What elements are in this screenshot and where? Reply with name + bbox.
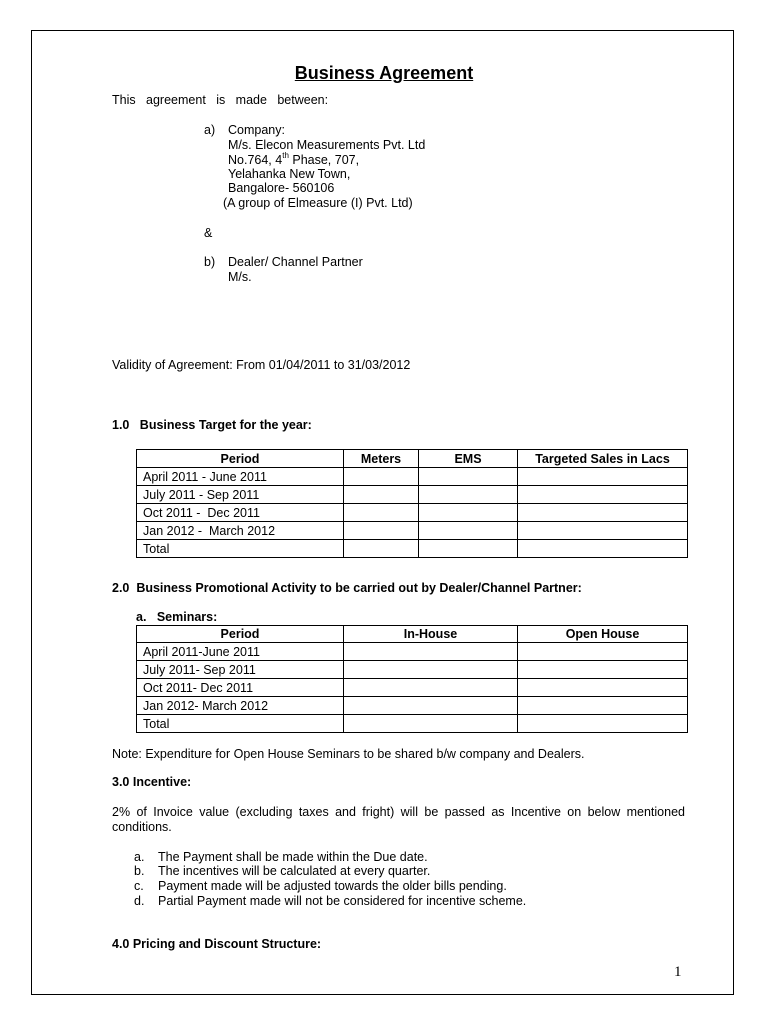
table-row-total bbox=[137, 715, 688, 733]
condition-label: d. bbox=[134, 894, 145, 908]
validity-text: Validity of Agreement: From 01/04/2011 to 31/03/2012 bbox=[112, 358, 411, 372]
ems-cell bbox=[419, 540, 518, 558]
table-row-total bbox=[137, 540, 688, 558]
intro-text: This agreement is made between: bbox=[112, 93, 329, 107]
condition-label: b. bbox=[134, 864, 145, 878]
meters-cell bbox=[344, 522, 419, 540]
period-cell: Oct 2011 - Dec 2011 bbox=[137, 504, 344, 522]
seminars-table bbox=[136, 625, 688, 733]
sales-cell bbox=[518, 522, 688, 540]
period-cell: Jan 2012- March 2012 bbox=[137, 697, 344, 715]
period-cell: April 2011-June 2011 bbox=[137, 643, 344, 661]
section-1-heading: 1.0 Business Target for the year: bbox=[112, 418, 312, 432]
incentive-paragraph: 2% of Invoice value (excluding taxes and fright) will be passed as Incentive on below mentioned conditions. bbox=[112, 805, 685, 834]
seminars-heading: a. Seminars: bbox=[136, 610, 218, 624]
column-header-in-house: In-House bbox=[344, 626, 518, 643]
condition-label: c. bbox=[134, 879, 144, 893]
condition-label: a. bbox=[134, 850, 145, 864]
column-header-period: Period bbox=[137, 450, 344, 468]
table-row bbox=[137, 486, 688, 504]
party-a-name: M/s. Elecon Measurements Pvt. Ltd bbox=[228, 138, 426, 152]
period-cell: July 2011 - Sep 2011 bbox=[137, 486, 344, 504]
ems-cell bbox=[419, 468, 518, 486]
sales-cell bbox=[518, 504, 688, 522]
column-header-targeted-sales: Targeted Sales in Lacs bbox=[518, 450, 688, 468]
document-title: Business Agreement bbox=[294, 63, 474, 83]
in-house-cell bbox=[344, 679, 518, 697]
open-house-cell bbox=[518, 697, 688, 715]
meters-cell bbox=[344, 468, 419, 486]
table-row bbox=[137, 661, 688, 679]
in-house-cell bbox=[344, 715, 518, 733]
table-row bbox=[137, 504, 688, 522]
condition-text: The Payment shall be made within the Due date. bbox=[158, 850, 428, 864]
open-house-cell bbox=[518, 715, 688, 733]
meters-cell bbox=[344, 540, 419, 558]
open-house-cell bbox=[518, 661, 688, 679]
period-cell: July 2011- Sep 2011 bbox=[137, 661, 344, 679]
table-row bbox=[137, 679, 688, 697]
table-row bbox=[137, 697, 688, 715]
table-row bbox=[137, 468, 688, 486]
sales-cell bbox=[518, 486, 688, 504]
period-cell: Total bbox=[137, 715, 344, 733]
party-a-heading: Company: bbox=[228, 123, 285, 137]
section-4-heading: 4.0 Pricing and Discount Structure: bbox=[112, 937, 322, 951]
party-a-city: Bangalore- 560106 bbox=[228, 181, 335, 195]
party-b-heading: Dealer/ Channel Partner bbox=[228, 255, 363, 269]
open-house-cell bbox=[518, 643, 688, 661]
section-2-heading: 2.0 Business Promotional Activity to be carried out by Dealer/Channel Partner: bbox=[112, 581, 582, 595]
table-row bbox=[137, 522, 688, 540]
sales-cell bbox=[518, 540, 688, 558]
condition-text: The incentives will be calculated at every quarter. bbox=[158, 864, 431, 878]
page-number: 1 bbox=[674, 964, 682, 980]
sales-cell bbox=[518, 468, 688, 486]
party-a-address: No.764, 4th Phase, 707, bbox=[228, 151, 360, 167]
table-row bbox=[137, 643, 688, 661]
ems-cell bbox=[419, 522, 518, 540]
ems-cell bbox=[419, 504, 518, 522]
party-b-label: b) bbox=[204, 255, 216, 269]
party-a-group: (A group of Elmeasure (I) Pvt. Ltd) bbox=[223, 196, 413, 210]
period-cell: Total bbox=[137, 540, 344, 558]
meters-cell bbox=[344, 486, 419, 504]
period-cell: Oct 2011- Dec 2011 bbox=[137, 679, 344, 697]
open-house-cell bbox=[518, 679, 688, 697]
period-cell: Jan 2012 - March 2012 bbox=[137, 522, 344, 540]
in-house-cell bbox=[344, 643, 518, 661]
condition-text: Partial Payment made will not be considered for incentive scheme. bbox=[158, 894, 527, 908]
business-target-table bbox=[136, 449, 688, 558]
column-header-ems: EMS bbox=[419, 450, 518, 468]
party-a-label: a) bbox=[204, 123, 216, 137]
in-house-cell bbox=[344, 661, 518, 679]
party-b-name: M/s. bbox=[228, 270, 252, 284]
ems-cell bbox=[419, 486, 518, 504]
seminar-note: Note: Expenditure for Open House Seminars to be shared b/w company and Dealers. bbox=[112, 747, 585, 761]
column-header-meters: Meters bbox=[344, 450, 419, 468]
column-header-open-house: Open House bbox=[518, 626, 688, 643]
party-a-town: Yelahanka New Town, bbox=[228, 167, 351, 181]
in-house-cell bbox=[344, 697, 518, 715]
condition-text: Payment made will be adjusted towards the older bills pending. bbox=[158, 879, 507, 893]
column-header-period: Period bbox=[137, 626, 344, 643]
ampersand: & bbox=[204, 226, 213, 240]
section-3-heading: 3.0 Incentive: bbox=[112, 775, 192, 789]
meters-cell bbox=[344, 504, 419, 522]
period-cell: April 2011 - June 2011 bbox=[137, 468, 344, 486]
